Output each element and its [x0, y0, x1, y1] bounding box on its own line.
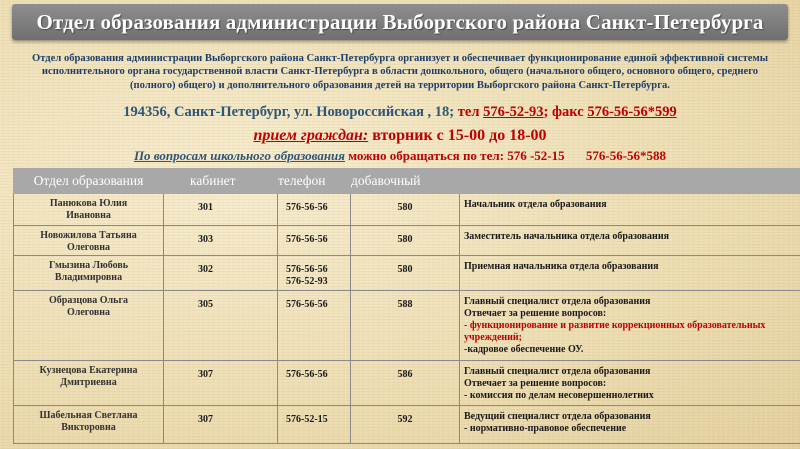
duty-line: Приемная начальника отдела образования [464, 261, 659, 272]
responsibilities [460, 226, 800, 256]
reception-hours [0, 127, 800, 145]
staff-name-line: Дмитриевна [60, 377, 117, 388]
staff-table [13, 168, 800, 444]
responsibilities [460, 406, 800, 444]
duty-line: Начальник отдела образования [464, 199, 607, 210]
tel-link[interactable]: 576-52-93 [483, 104, 544, 120]
extension-number: 580 [351, 226, 460, 256]
responsibilities [460, 256, 800, 291]
column-header [460, 169, 800, 194]
table-row [14, 194, 800, 226]
table-row [14, 226, 800, 256]
phone-number [278, 226, 351, 256]
staff-name [14, 226, 164, 256]
staff-name-line: Олеговна [66, 307, 111, 318]
duty-line: Ведущий специалист отдела образования [464, 411, 651, 422]
room-number: 301 [164, 194, 278, 226]
extension-number: 580 [351, 194, 460, 226]
phone-line: 576-56-56 [286, 264, 328, 275]
staff-name [14, 256, 164, 291]
phone-line: 576-52-93 [286, 276, 328, 287]
fax-link[interactable]: 576-56-56*599 [587, 104, 677, 120]
phone-number [278, 256, 351, 291]
duty-line: - комиссия по делам несовершеннолетних [464, 390, 654, 401]
duty-line: - нормативно-правовое обеспечение [464, 423, 627, 434]
staff-name [14, 361, 164, 406]
column-header: добавочный [351, 169, 460, 194]
room-number: 307 [164, 361, 278, 406]
staff-name-line: Панюкова Юлия [49, 198, 128, 209]
staff-name-line: Гмызина Любовь [48, 260, 129, 271]
school-phone-2: 576-56-56*588 [585, 148, 667, 163]
fax-label: ; факс [543, 104, 584, 120]
page-title: Отдел образования администрации Выборгского района Санкт-Петербурга [36, 9, 764, 34]
responsibilities [460, 361, 800, 406]
duty-line: Главный специалист отдела образования [464, 366, 651, 377]
table-header-row [14, 169, 800, 194]
staff-name [14, 194, 164, 226]
title-bar [12, 4, 788, 40]
staff-name-line: Олеговна [66, 242, 111, 253]
department-description: Отдел образования администрации Выборгского района Санкт-Петербурга организует и обеспечивает функционирование единой эффективной системы исполнительного органа государственной власти Санкт-Петербурга в области дошкольного, общего (начального общего, основного общего, среднего (полного) общего) и дополнительного образования детей на территории Выборгского района Санкт-Петербурга. [31, 53, 768, 91]
duty-line: Заместитель начальника отдела образования [464, 231, 669, 242]
column-header: Отдел образования [14, 169, 164, 194]
staff-name-line: Владимировна [54, 272, 123, 283]
phone-line: 576-52-15 [286, 414, 328, 425]
duty-line: Главный специалист отдела образования [464, 296, 651, 307]
address-text: 194356, Санкт-Петербург, ул. Новороссийская , 18; [123, 104, 455, 120]
phone-line: 576-56-56 [286, 369, 328, 380]
duty-line: Отвечает за решение вопросов: [464, 308, 607, 319]
tel-label: тел [457, 104, 480, 120]
reception-label: прием граждан: [253, 127, 369, 144]
column-header: телефон [278, 169, 351, 194]
table-row [14, 406, 800, 444]
staff-name-line: Кузнецова Екатерина [39, 365, 138, 376]
staff-name-line: Шабельная Светлана [39, 410, 138, 421]
responsibilities [460, 194, 800, 226]
staff-name [14, 406, 164, 444]
extension-number: 586 [351, 361, 460, 406]
duty-line-highlight: - функционирование и развитие коррекционных образовательных учреждений; [464, 320, 766, 343]
room-number: 305 [164, 291, 278, 361]
column-header: кабинет [164, 169, 278, 194]
phone-number [278, 194, 351, 226]
room-number: 302 [164, 256, 278, 291]
phone-line: 576-56-56 [286, 202, 328, 213]
staff-name-line: Ивановна [66, 210, 111, 221]
extension-number: 580 [351, 256, 460, 291]
staff-name-line: Новожилова Татьяна [40, 230, 137, 241]
phone-number [278, 361, 351, 406]
phone-line: 576-56-56 [286, 299, 328, 310]
staff-name-line: Викторовна [61, 422, 116, 433]
reception-time: вторник с 15-00 до 18-00 [372, 127, 547, 144]
room-number: 307 [164, 406, 278, 444]
staff-name [14, 291, 164, 361]
school-contacts [0, 148, 800, 164]
phone-line: 576-56-56 [286, 234, 328, 245]
duty-line: Отвечает за решение вопросов: [464, 378, 607, 389]
staff-name-line: Образцова Ольга [49, 295, 128, 306]
address-line [0, 104, 800, 121]
school-contacts-text: можно обращаться по тел: 576 -52-15 [348, 148, 565, 163]
table-row [14, 256, 800, 291]
phone-number [278, 291, 351, 361]
table-row [14, 361, 800, 406]
school-education-link[interactable]: По вопросам школьного образования [133, 148, 345, 163]
extension-number: 592 [351, 406, 460, 444]
responsibilities [460, 291, 800, 361]
extension-number: 588 [351, 291, 460, 361]
room-number: 303 [164, 226, 278, 256]
phone-number [278, 406, 351, 444]
table-row [14, 291, 800, 361]
duty-line: -кадровое обеспечение ОУ. [464, 344, 584, 355]
